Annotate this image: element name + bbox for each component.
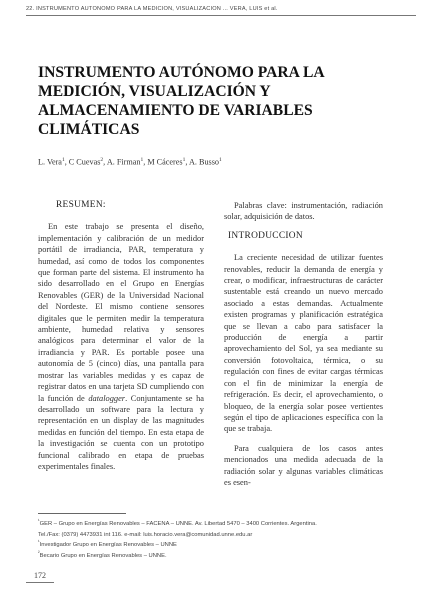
abstract-text-before: En este trabajo se presenta el diseño, implementación y calibración de un medidor portátil de irradiancia, PAR, temperatura y humedad, así como de todos los componentes que forman parte del sistema. El instrumento ha sido desarrollado en el Grupo en Energías Renovables (GER) de la Universidad Nacional del Nordeste. El mismo contiene sensores digitales que le permiten medir la temperatura ambiente, humedad relativa y sensores analógicos para determinar el valor de la irradiancia y PAR. Es portable posee una autonomía de 5 (cinco) días, una pantalla para mostrar las variables medidas y es capaz de registrar datos en una tarjeta SD cumpliendo con la función de [38,222,204,403]
page-number: 172 [34,571,46,580]
author-name: L. Vera [38,157,62,167]
author-name: C Cuevas [68,157,101,167]
footnote-marker: ¹ [38,540,40,546]
footnote-marker: ¹ [38,519,40,524]
abstract-heading: RESUMEN: [56,200,106,210]
footnote: $^{^1}$Investigador Grupo en Energías Renovables – UNNE [38,540,177,548]
header-rule [26,15,416,16]
introduction-paragraph: Para cualquiera de los casos antes mencionados una medida adecuada de la radiación solar y algunas variables climáticas es esen- [224,443,383,487]
author-name: M Cáceres [147,157,183,167]
left-column [38,200,204,472]
footnote-rule [38,513,126,514]
author-affiliation-marker: 1 [61,157,65,163]
footnote: $^{^2}$Becario Grupo en Energías Renovables – UNNE. [38,550,167,559]
footnote: $^{^1}$GER – Grupo en Energías Renovables – FACENA – UNNE. Av. Libertad 5470 – 3400 Corrientes. Argentina. [38,519,317,527]
keywords: Palabras clave: instrumentación, radiación solar, adquisición de datos. [224,201,383,222]
author-name: A. Firman [106,157,141,167]
article-title: INSTRUMENTO AUTÓNOMO PARA LA MEDICIÓN, VISUALIZACIÓN Y ALMACENAMIENTO DE VARIABLES CLIMÁTICAS [38,64,324,138]
abstract-emphasis: datalogger [88,393,126,403]
right-column [224,200,383,488]
author-affiliation-marker: 1 [140,157,144,163]
author-line: L. Vera$^1$, C Cuevas$^2$, A. Firman$^1$, M Cáceres$^1$, A. Busso$^1$ [38,157,222,167]
author-affiliation-marker: 1 [219,157,222,163]
author-affiliation-marker: 1 [182,157,186,163]
footnote-marker: ² [38,550,40,556]
footer-rule [26,582,54,583]
abstract-text-after: . Conjuntamente se ha desarrollado un software para la lectura y representación en un display de las magnitudes medidas en función del tiempo. En esta etapa de la investigación se cuenta con un prototipo funcional calibrado en etapa de pruebas experimentales finales. [38,393,204,471]
footnote: Tel./Fax: (0379) 4473931 int 116. e-mail: luis.horacio.vera@comunidad.unne.edu.ar [38,531,253,538]
abstract-text [38,221,204,472]
running-head: 22. INSTRUMENTO AUTÓNOMO PARA LA MEDICIÓN, VISUALIZACIÓN ... VERA, LUIS et al. [26,6,278,12]
author-affiliation-marker: 2 [100,157,104,163]
introduction-paragraph: La creciente necesidad de utilizar fuentes renovables, reducir la demanda de energía y crear, o modificar, infraestructuras de carácter sustentable está creando un nuevo mercado asociado a estas demandas. Actualmente existen programas y planificación estratégica que se llevan a cabo para satisfacer la producción de energía a partir aprovechamiento del Sol, ya sea mediante su conversión fotovoltaica, térmica, o su regulación con fines de evitar cargas térmicas con el fin de minimizar la energía de refrigeración. Es decir, el aprovechamiento, o bloqueo, de la energía solar posee vertientes según el tipo de aplicaciones específica con la que se trabaja. [224,253,383,434]
introduction-heading: INTRODUCCION [228,230,303,241]
author-name: A. Busso [189,157,220,167]
footnotes [38,518,388,560]
